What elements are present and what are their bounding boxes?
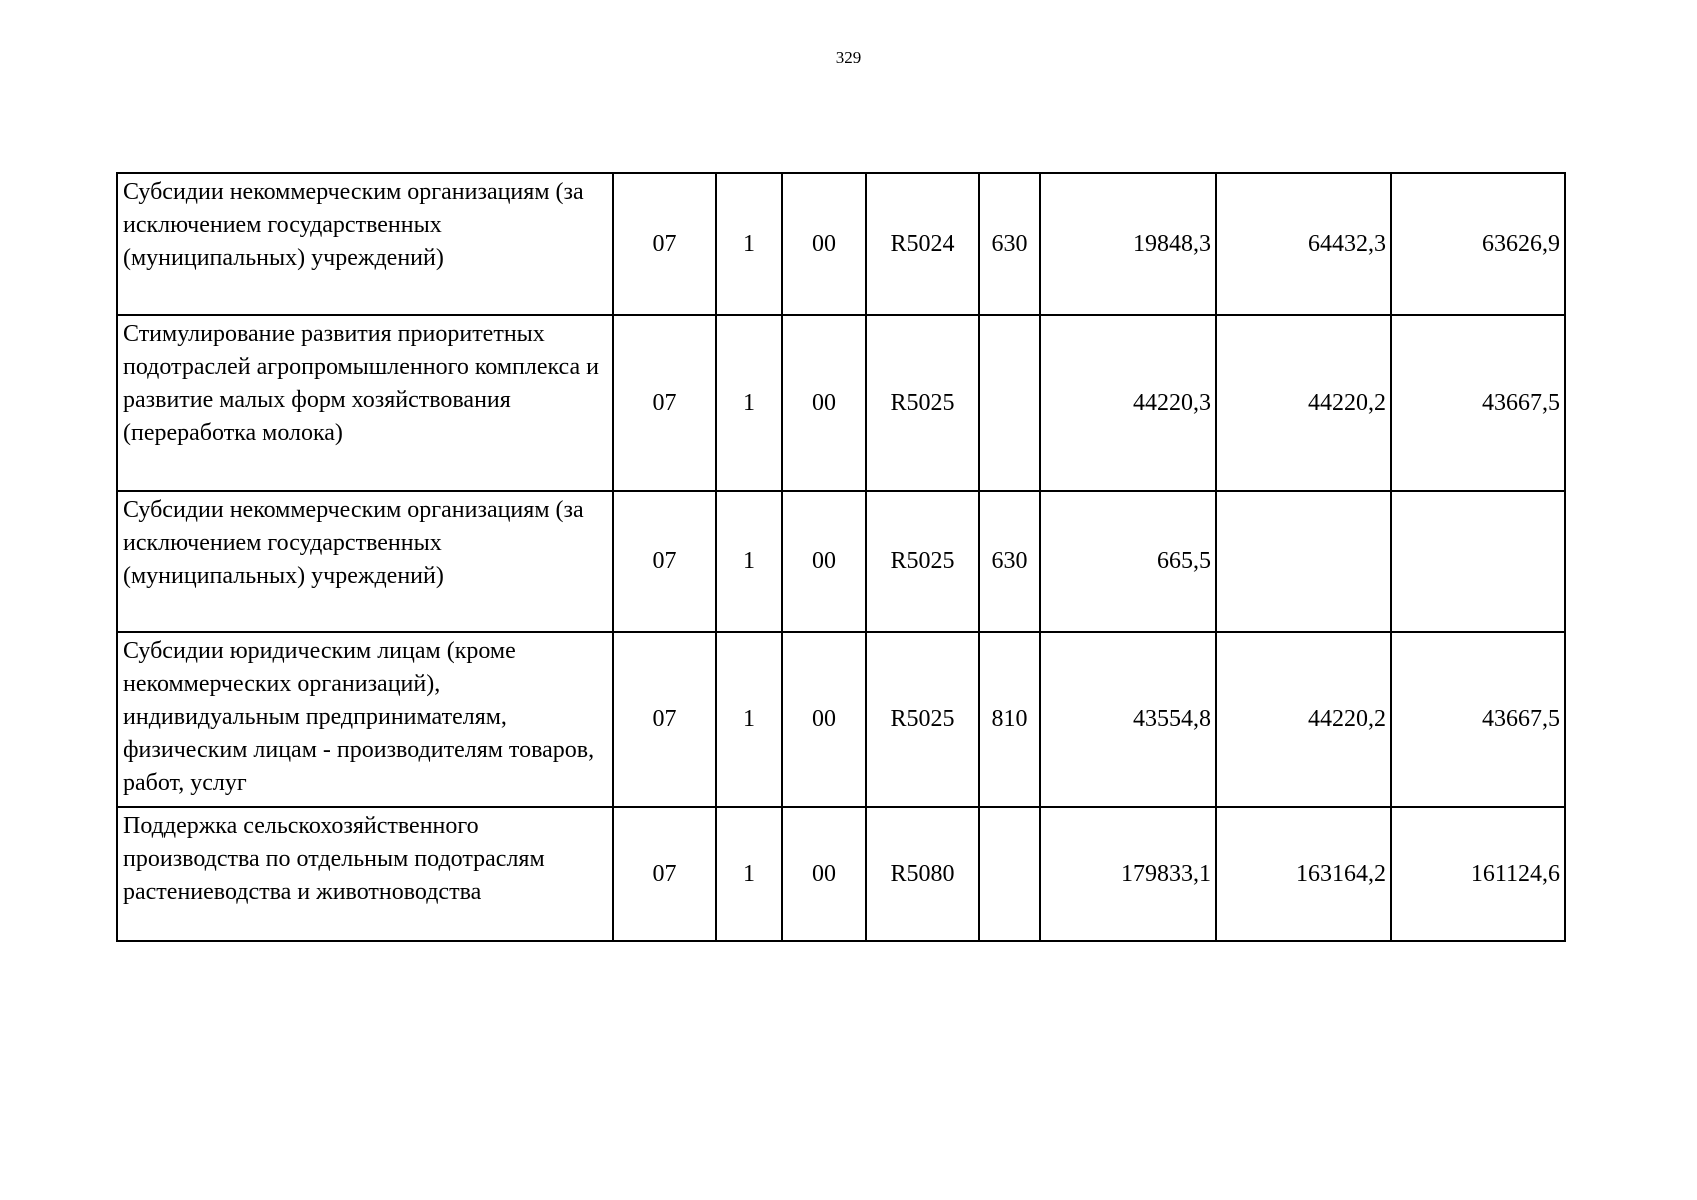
section-code: 07	[613, 315, 716, 491]
table-row	[117, 315, 1565, 491]
program-code: 1	[716, 173, 782, 315]
row-name: Поддержка сельскохозяйственного производства по отдельным подотраслям растениеводства и животноводства	[117, 807, 613, 941]
subprogram-code: 00	[782, 173, 866, 315]
section-code: 07	[613, 632, 716, 807]
expense-type-code	[979, 807, 1040, 941]
section-code: 07	[613, 807, 716, 941]
amount-year-2: 163164,2	[1216, 807, 1391, 941]
amount-year-2: 64432,3	[1216, 173, 1391, 315]
row-name: Субсидии некоммерческим организациям (за исключением государственных (муниципальных) учреждений)	[117, 491, 613, 632]
target-code: R5024	[866, 173, 979, 315]
page-number: 329	[835, 48, 862, 67]
row-name: Субсидии некоммерческим организациям (за исключением государственных (муниципальных) учреждений)	[117, 173, 613, 315]
section-code: 07	[613, 173, 716, 315]
program-code: 1	[716, 491, 782, 632]
amount-year-1: 19848,3	[1040, 173, 1216, 315]
amount-year-1: 43554,8	[1040, 632, 1216, 807]
program-code: 1	[716, 632, 782, 807]
subprogram-code: 00	[782, 807, 866, 941]
table-row	[117, 632, 1565, 807]
table-row	[117, 807, 1565, 941]
target-code: R5080	[866, 807, 979, 941]
amount-year-3	[1391, 491, 1565, 632]
row-name: Стимулирование развития приоритетных подотраслей агропромышленного комплекса и развитие малых форм хозяйствования (переработка молока)	[117, 315, 613, 491]
row-name: Субсидии юридическим лицам (кроме некоммерческих организаций), индивидуальным предпринимателям, физическим лицам - производителям товаров, работ, услуг	[117, 632, 613, 807]
subprogram-code: 00	[782, 632, 866, 807]
target-code: R5025	[866, 491, 979, 632]
program-code: 1	[716, 807, 782, 941]
subprogram-code: 00	[782, 491, 866, 632]
amount-year-3: 43667,5	[1391, 632, 1565, 807]
program-code: 1	[716, 315, 782, 491]
expense-type-code	[979, 315, 1040, 491]
subprogram-code: 00	[782, 315, 866, 491]
expense-type-code: 630	[979, 173, 1040, 315]
amount-year-2	[1216, 491, 1391, 632]
expense-type-code: 630	[979, 491, 1040, 632]
amount-year-1: 179833,1	[1040, 807, 1216, 941]
amount-year-1: 665,5	[1040, 491, 1216, 632]
table-row	[117, 173, 1565, 315]
amount-year-3: 43667,5	[1391, 315, 1565, 491]
expense-type-code: 810	[979, 632, 1040, 807]
amount-year-1: 44220,3	[1040, 315, 1216, 491]
amount-year-3: 161124,6	[1391, 807, 1565, 941]
table-row	[117, 491, 1565, 632]
amount-year-3: 63626,9	[1391, 173, 1565, 315]
section-code: 07	[613, 491, 716, 632]
amount-year-2: 44220,2	[1216, 632, 1391, 807]
budget-table	[116, 172, 1566, 942]
target-code: R5025	[866, 315, 979, 491]
amount-year-2: 44220,2	[1216, 315, 1391, 491]
target-code: R5025	[866, 632, 979, 807]
